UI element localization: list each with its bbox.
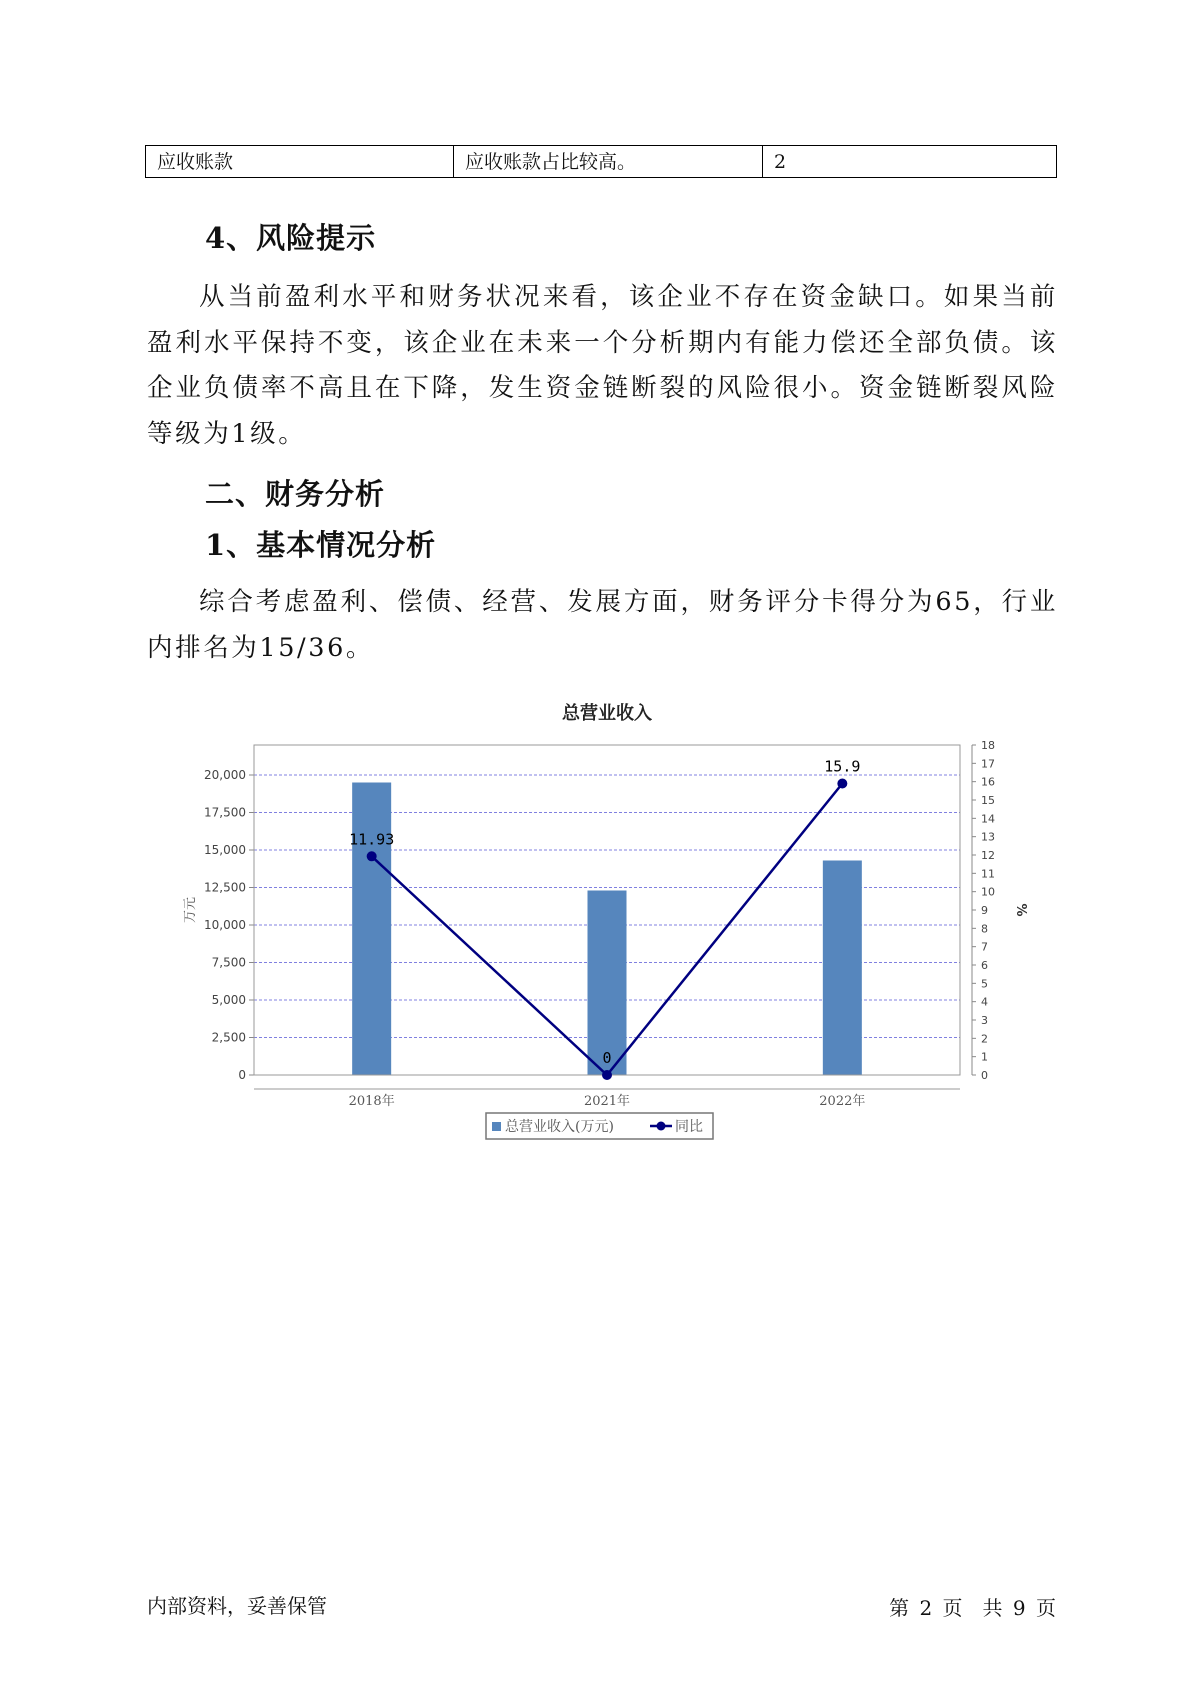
legend-line-marker	[657, 1122, 666, 1131]
y-right-tick-label: 8	[981, 922, 988, 936]
yoy-point	[602, 1070, 612, 1080]
basic-paragraph: 综合考虑盈利、偿债、经营、发展方面，财务评分卡得分为65，行业内排名为15/36。	[147, 587, 1058, 663]
x-tick-label: 2018年	[348, 1094, 395, 1109]
y-tick-label: 17,500	[204, 805, 246, 820]
revenue-chart	[170, 695, 1030, 1155]
y-right-tick-label: 4	[981, 995, 988, 1009]
y-right-tick-label: 5	[981, 977, 988, 991]
y-right-tick-label: 12	[981, 849, 995, 862]
analysis-heading: 二、财务分析	[205, 477, 386, 511]
y-right-axis-label: %	[1013, 903, 1028, 917]
y-tick-label: 2,500	[211, 1030, 246, 1045]
chart-title: 总营业收入	[562, 703, 652, 724]
legend-bar-label: 总营业收入(万元)	[505, 1119, 614, 1135]
legend-line-label: 同比	[675, 1119, 703, 1135]
yoy-point	[367, 851, 377, 861]
bar	[823, 861, 862, 1076]
bar	[352, 783, 391, 1076]
y-tick-label: 12,500	[204, 880, 246, 895]
y-right-tick-label: 6	[981, 959, 988, 972]
basic-heading: 1、基本情况分析	[205, 528, 437, 562]
table-cell-item: 应收账款	[146, 146, 454, 178]
y-right-tick-label: 14	[981, 812, 995, 826]
y-right-tick-label: 9	[981, 904, 988, 917]
y-right-tick-label: 16	[981, 775, 995, 789]
risk-paragraph: 从当前盈利水平和财务状况来看，该企业不存在资金缺口。如果当前盈利水平保持不变，该企业在未来一个分析期内有能力偿还全部负债。该企业负债率不高且在下降，发生资金链断裂的风险很小。资金链断裂风险等级为1级。	[147, 282, 1058, 449]
y-right-tick-label: 11	[981, 867, 995, 881]
y-axis-label: 万元	[183, 896, 198, 924]
y-tick-label: 15,000	[204, 843, 246, 857]
y-right-tick-label: 3	[981, 1014, 988, 1027]
y-tick-label: 7,500	[211, 955, 246, 970]
risk-table	[145, 145, 1057, 178]
y-right-tick-label: 15	[981, 794, 995, 807]
table-cell-score: 2	[763, 146, 1057, 178]
table-row	[146, 146, 1057, 178]
yoy-point	[837, 779, 847, 789]
y-right-tick-label: 13	[981, 830, 995, 844]
y-tick-label: 10,000	[204, 918, 246, 932]
y-right-tick-label: 7	[981, 940, 988, 954]
footer-page-number: 第 2 页 共 9 页	[889, 1596, 1056, 1620]
yoy-data-label: 0	[602, 1049, 612, 1067]
y-right-tick-label: 2	[981, 1032, 988, 1046]
y-tick-label: 5,000	[211, 993, 246, 1007]
y-right-tick-label: 1	[981, 1050, 988, 1064]
y-right-tick-label: 0	[981, 1069, 988, 1082]
risk-heading: 4、风险提示	[205, 221, 377, 255]
yoy-data-label: 11.93	[349, 830, 395, 849]
x-tick-label: 2022年	[819, 1094, 866, 1109]
legend-bar-swatch	[492, 1122, 501, 1131]
y-right-tick-label: 17	[981, 757, 995, 771]
y-tick-label: 20,000	[204, 768, 246, 782]
table-cell-desc: 应收账款占比较高。	[454, 146, 763, 178]
x-tick-label: 2021年	[583, 1094, 631, 1109]
y-tick-label: 0	[238, 1068, 246, 1082]
footer-confidential: 内部资料，妥善保管	[147, 1594, 327, 1618]
yoy-data-label: 15.9	[824, 757, 861, 776]
bar	[588, 891, 627, 1076]
y-right-tick-label: 10	[981, 885, 995, 899]
y-right-tick-label: 18	[981, 739, 995, 752]
